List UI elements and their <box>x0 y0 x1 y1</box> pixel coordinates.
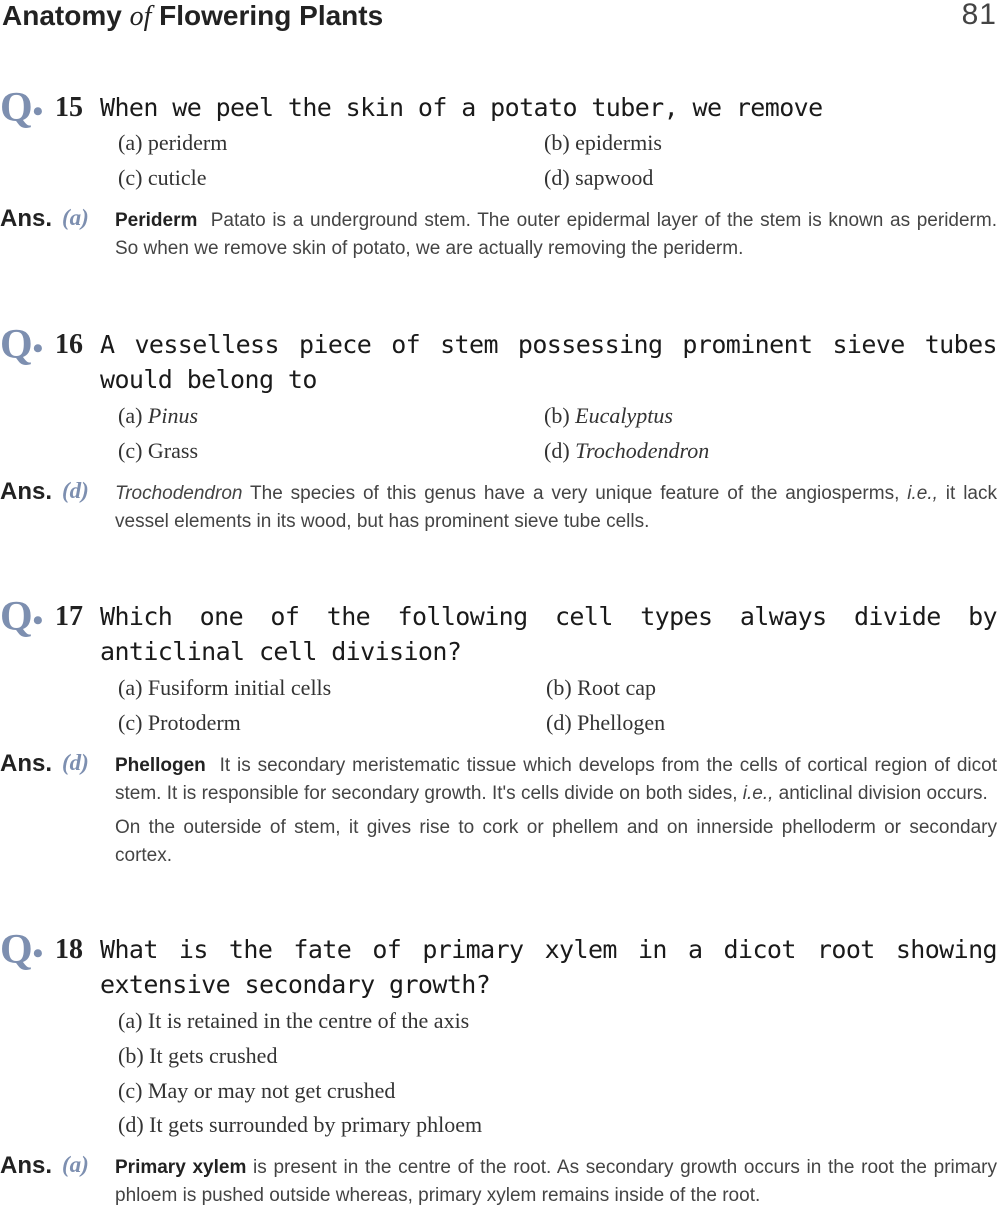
question-number: 17 <box>55 601 83 632</box>
option-b: (b) It gets crushed <box>118 1043 278 1068</box>
answer-text: Primary xylem is present in the centre of the root. As secondary growth occurs in the root the primary phloem is pushed outside whereas, primary xylem remains inside of the root. <box>115 1157 998 1206</box>
answer-letter: (a) <box>62 205 89 230</box>
question-number: 18 <box>55 934 83 965</box>
page-number: 81 <box>961 0 997 31</box>
answer-text: Periderm Patato is a underground stem. The outer epidermal layer of the stem is known as periderm. So when we remove skin of potato, we are actually removing the periderm. <box>115 210 997 259</box>
answer-label: Ans. <box>0 750 53 777</box>
option-c: (c) Protoderm <box>118 710 241 735</box>
option-b: (b) epidermis <box>544 130 662 155</box>
question-mark-icon: Q• <box>0 594 44 640</box>
question-number: 16 <box>55 329 83 360</box>
answer-letter: (a) <box>62 1152 89 1177</box>
question-text: Which one of the following cell types always divide by anticlinal cell division? <box>100 602 997 666</box>
option-c: (c) May or may not get crushed <box>118 1078 396 1103</box>
question-number: 15 <box>55 92 83 123</box>
question-18 <box>0 927 999 1206</box>
answer-letter: (d) <box>62 478 89 503</box>
question-text: A vesselless piece of stem possessing prominent sieve tubes would belong to <box>100 330 997 394</box>
question-text: When we peel the skin of a potato tuber, we remove <box>100 93 823 122</box>
option-a: (a) Pinus <box>118 403 199 428</box>
option-a: (a) periderm <box>118 130 228 155</box>
answer-paragraph-2: On the outerside of stem, it gives rise to cork or phellem and on innerside phelloderm or secondary cortex. <box>115 817 997 866</box>
chapter-title: Anatomy of Flowering Plants <box>2 0 384 32</box>
page-header <box>0 0 999 40</box>
answer-label: Ans. <box>0 478 53 505</box>
option-c: (c) cuticle <box>118 165 207 190</box>
option-b: (b) Root cap <box>546 675 656 700</box>
option-a: (a) It is retained in the centre of the axis <box>118 1008 470 1033</box>
question-text: What is the fate of primary xylem in a dicot root showing extensive secondary growth? <box>100 935 997 999</box>
option-d: (d) Phellogen <box>546 710 666 735</box>
option-d: (d) Trochodendron <box>544 438 710 463</box>
answer-text: Trochodendron The species of this genus have a very unique feature of the angiosperms, i.e., it lack vessel elements in its wood, but has prominent sieve tube cells. <box>115 483 997 532</box>
answer-letter: (d) <box>62 750 89 775</box>
question-15 <box>0 85 999 259</box>
question-mark-icon: Q• <box>0 85 44 131</box>
option-d: (d) sapwood <box>544 165 654 190</box>
option-c: (c) Grass <box>118 438 199 463</box>
question-mark-icon: Q• <box>0 927 44 973</box>
answer-label: Ans. <box>0 1152 53 1179</box>
question-17 <box>0 594 999 866</box>
option-d: (d) It gets surrounded by primary phloem <box>118 1112 483 1137</box>
answer-label: Ans. <box>0 205 53 232</box>
option-b: (b) Eucalyptus <box>544 403 673 428</box>
answer-text: Phellogen It is secondary meristematic tissue which develops from the cells of cortical region of dicot stem. It is responsible for secondary growth. It's cells divide on both sides, i.e., anticlinal division occurs. On the outerside of stem, it gives rise to cork or phellem and on innerside phelloderm or secondary cortex. <box>115 752 997 870</box>
question-mark-icon: Q• <box>0 322 44 368</box>
option-a: (a) Fusiform initial cells <box>118 675 332 700</box>
question-16 <box>0 322 999 532</box>
